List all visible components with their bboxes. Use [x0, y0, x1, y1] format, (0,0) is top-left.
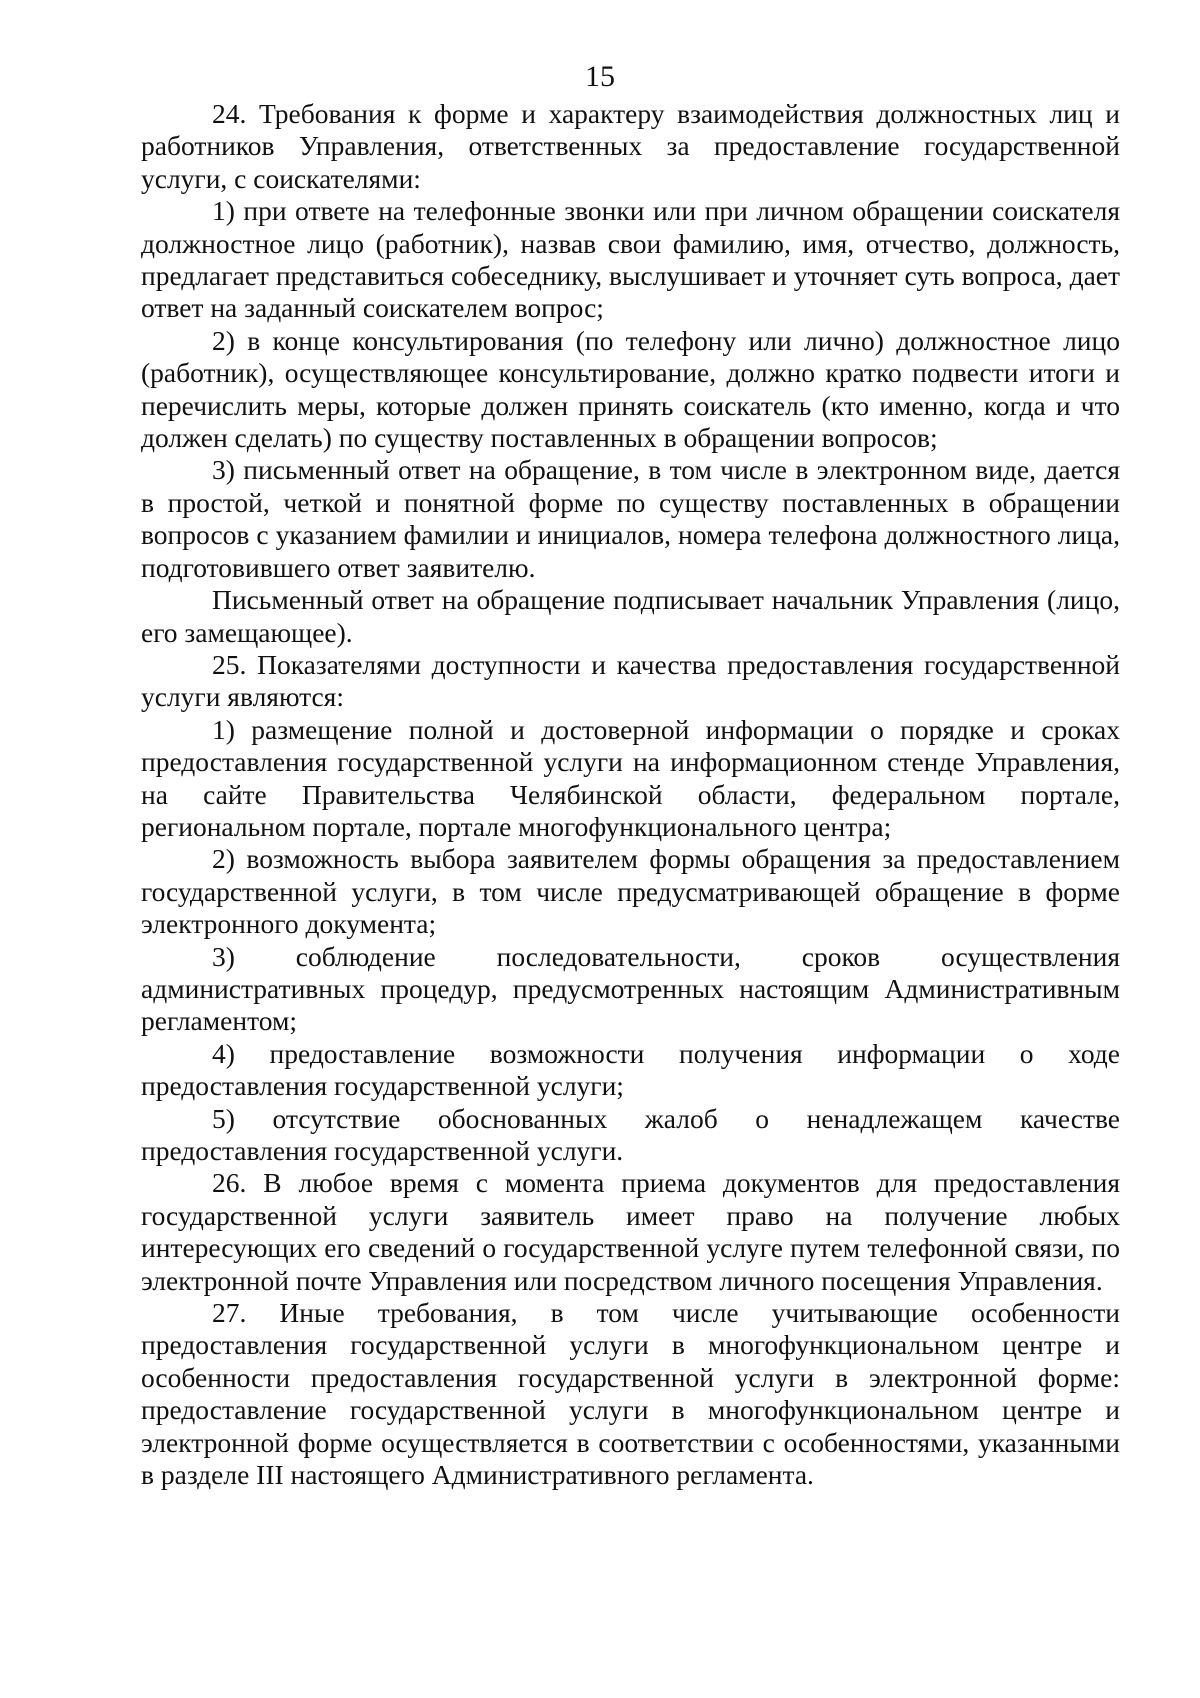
paragraph-25-item-1: 1) размещение полной и достоверной информации о порядке и сроках предоставления государственной услуги на информационном стенде Управления, на сайте Правительства Челябинской области, федеральном портале, региональном портале, портале многофункционального центра; — [141, 713, 1120, 842]
paragraph-24-requirements: 24. Требования к форме и характеру взаимодействия должностных лиц и работников Управления, ответственных за предоставление государственной услуги, с соискателями: — [141, 98, 1120, 194]
paragraph-25-indicators: 25. Показателями доступности и качества предоставления государственной услуги являются: — [141, 648, 1120, 713]
paragraph-27-other-requirements: 27. Иные требования, в том числе учитывающие особенности предоставления государственной услуги в многофункциональном центре и особенности предоставления государственной услуги в электронной форме: предоставление государственной услуги в многофункциональном центре и электронной форме осуществляется в соответствии с особенностями, указанными в разделе III настоящего Административного регламента. — [141, 1297, 1120, 1491]
paragraph-25-item-2: 2) возможность выбора заявителем формы обращения за предоставлением государственной услуги, в том числе предусматривающей обращение в форме электронного документа; — [141, 843, 1120, 940]
paragraph-24-item-1: 1) при ответе на телефонные звонки или при личном обращении соискателя должностное лицо (работник), назвав свои фамилию, имя, отчество, должность, предлагает представиться собеседнику, выслушивает и уточняет суть вопроса, дает ответ на заданный соискателем вопрос; — [141, 195, 1120, 324]
paragraph-25-item-4: 4) предоставление возможности получения информации о ходе предоставления государственной услуги; — [141, 1037, 1120, 1102]
page-number: 15 — [585, 60, 615, 93]
paragraph-written-answer: Письменный ответ на обращение подписывает начальник Управления (лицо, его замещающее). — [141, 584, 1120, 648]
document-body — [141, 98, 1120, 1491]
paragraph-24-item-3: 3) письменный ответ на обращение, в том числе в электронном виде, дается в простой, четкой и понятной форме по существу поставленных в обращении вопросов с указанием фамилии и инициалов, номера телефона должностного лица, подготовившего ответ заявителю. — [141, 454, 1120, 583]
paragraph-25-item-5: 5) отсутствие обоснованных жалоб о ненадлежащем качестве предоставления государственной услуги. — [141, 1102, 1120, 1166]
paragraph-25-item-3: 3) соблюдение последовательности, сроков осуществления административных процедур, предусмотренных настоящим Административным регламентом; — [141, 940, 1120, 1037]
paragraph-26-information-rights: 26. В любое время с момента приема документов для предоставления государственной услуги заявитель имеет право на получение любых интересующих его сведений о государственной услуге путем телефонной связи, по электронной почте Управления или посредством личного посещения Управления. — [141, 1167, 1120, 1296]
paragraph-24-item-2: 2) в конце консультирования (по телефону или лично) должностное лицо (работник), осуществляющее консультирование, должно кратко подвести итоги и перечислить меры, которые должен принять соискатель (кто именно, когда и что должен сделать) по существу поставленных в обращении вопросов; — [141, 324, 1120, 454]
